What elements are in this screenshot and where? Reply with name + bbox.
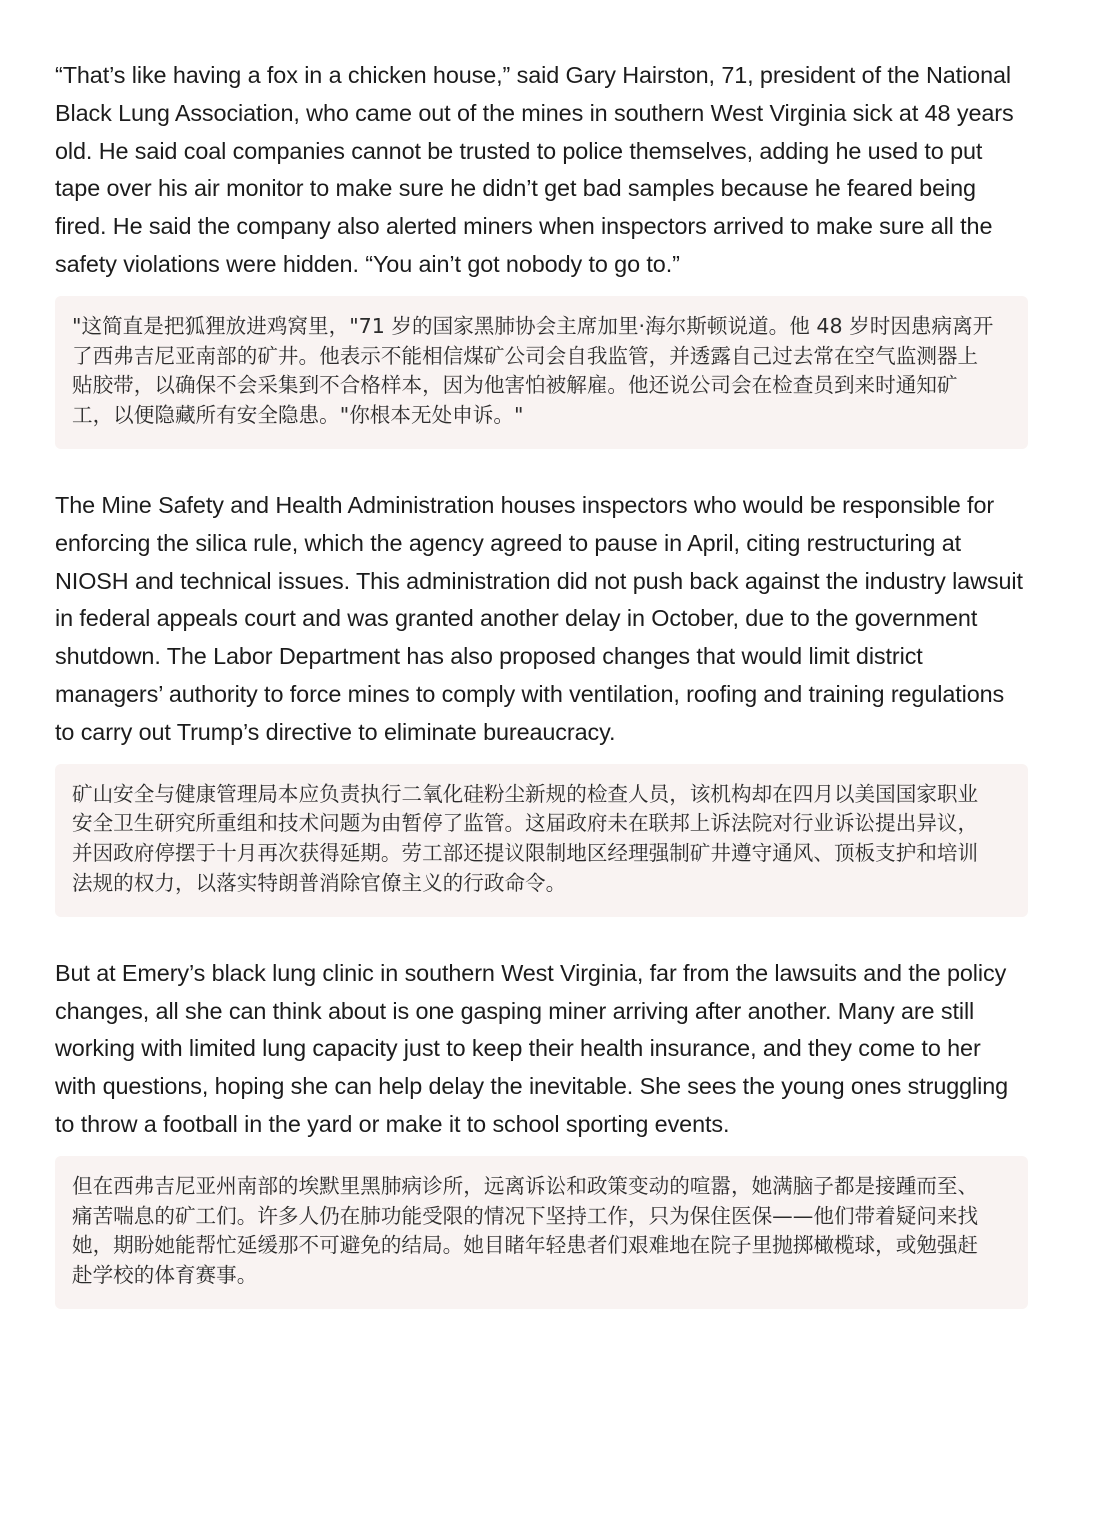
chinese-translation: 矿山安全与健康管理局本应负责执行二氧化硅粉尘新规的检查人员，该机构却在四月以美国国家职业安全卫生研究所重组和技术问题为由暂停了监管。这届政府未在联邦上诉法院对行业诉讼提出异议，并因政府停摆于十月再次获得延期。劳工部还提议限制地区经理强制矿井遵守通风、顶板支护和培训法规的权力，以落实特朗普消除官僚主义的行政命令。: [55, 764, 1028, 917]
paragraph-block-2: [55, 487, 1028, 917]
chinese-translation: "这简直是把狐狸放进鸡窝里，"71 岁的国家黑肺协会主席加里·海尔斯顿说道。他 48 岁时因患病离开了西弗吉尼亚南部的矿井。他表示不能相信煤矿公司会自我监管，并透露自己过去常在空气监测器上贴胶带，以确保不会采集到不合格样本，因为他害怕被解雇。他还说公司会在检查员到来时通知矿工，以便隐藏所有安全隐患。"你根本无处申诉。": [55, 296, 1028, 449]
chinese-translation: 但在西弗吉尼亚州南部的埃默里黑肺病诊所，远离诉讼和政策变动的喧嚣，她满脑子都是接踵而至、痛苦喘息的矿工们。许多人仍在肺功能受限的情况下坚持工作，只为保住医保——他们带着疑问来找她，期盼她能帮忙延缓那不可避免的结局。她目睹年轻患者们艰难地在院子里抛掷橄榄球，或勉强赶赴学校的体育赛事。: [55, 1156, 1028, 1309]
english-paragraph: The Mine Safety and Health Administration houses inspectors who would be responsible for enforcing the silica rule, which the agency agreed to pause in April, citing restructuring at NIOSH and technical issues. This administration did not push back against the industry lawsuit in federal appeals court and was granted another delay in October, due to the government shutdown. The Labor Department has also proposed changes that would limit district managers’ authority to force mines to comply with ventilation, roofing and training regulations to carry out Trump’s directive to eliminate bureaucracy.: [55, 491, 1023, 745]
english-paragraph: But at Emery’s black lung clinic in southern West Virginia, far from the lawsuits and the policy changes, all she can think about is one gasping miner arriving after another. Many are still working with limited lung capacity just to keep their health insurance, and they come to her with questions, hoping she can help delay the inevitable. She sees the young ones struggling to throw a football in the yard or make it to school sporting events.: [55, 959, 1009, 1137]
article: [55, 57, 1028, 1347]
paragraph-block-1: [55, 57, 1028, 449]
paragraph-block-3: [55, 955, 1028, 1309]
english-paragraph: “That’s like having a fox in a chicken house,” said Gary Hairston, 71, president of the National Black Lung Association, who came out of the mines in southern West Virginia sick at 48 years old. He said coal companies cannot be trusted to police themselves, adding he used to put tape over his air monitor to make sure he didn’t get bad samples because he feared being fired. He said the company also alerted miners when inspectors arrived to make sure all the safety violations were hidden. “You ain’t got nobody to go to.”: [55, 62, 1014, 277]
